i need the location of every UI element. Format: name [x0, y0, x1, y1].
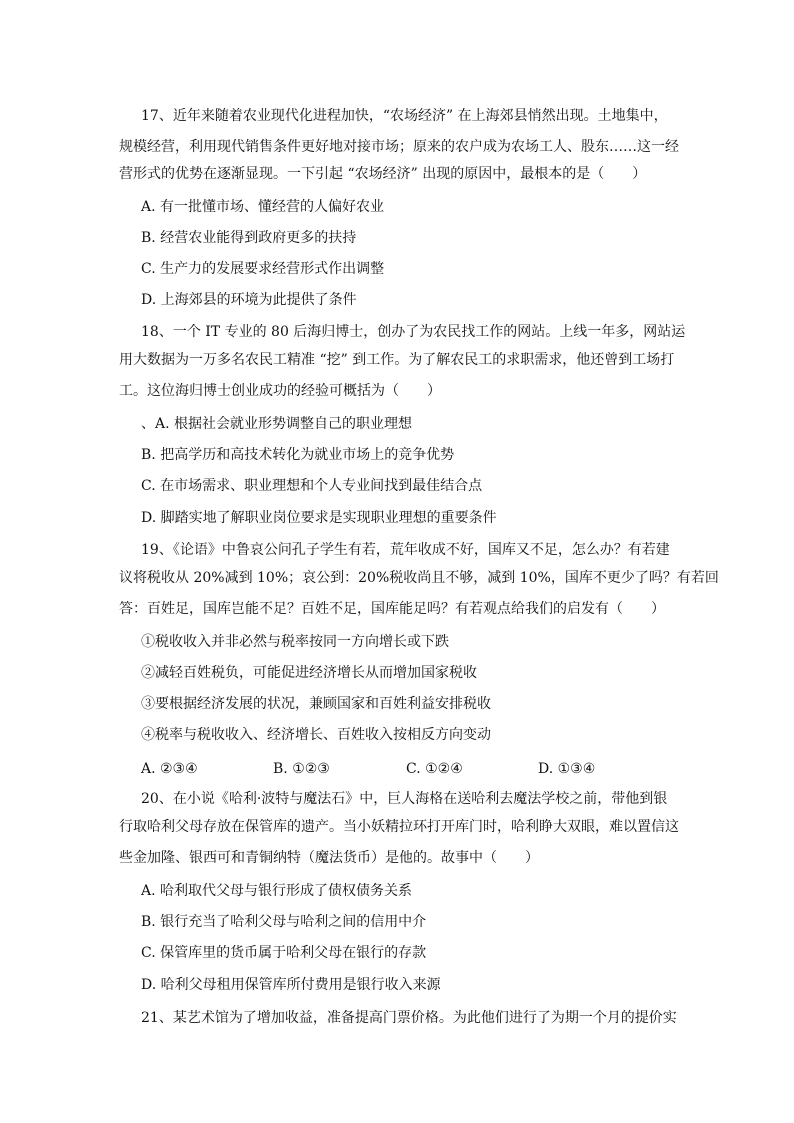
question-18-option-a: 、A. 根据社会就业形势调整自己的职业理想	[141, 416, 413, 432]
question-17-option-c: C. 生产力的发展要求经营形式作出调整	[141, 261, 385, 277]
question-19-stem-line-2: 议将税收从 20%减到 10%；哀公到：20%税收尚且不够，减到 10%，国库不更少了吗？有若回	[119, 570, 719, 586]
question-18-stem-line-3: 工。这位海归博士创业成功的经验可概括为（ ）	[119, 383, 441, 399]
question-20-option-d: D. 哈利父母租用保管库所付费用是银行收入来源	[141, 977, 441, 993]
question-18-option-c: C. 在市场需求、职业理想和个人专业间找到最佳结合点	[141, 478, 483, 494]
question-17-option-a: A. 有一批懂市场、懂经营的人偏好农业	[141, 199, 385, 215]
question-19-choice-b: B. ①②③	[273, 761, 330, 777]
question-17-option-b: B. 经营农业能得到政府更多的扶持	[141, 230, 357, 246]
question-20-stem-line-3: 些金加隆、银西可和青铜纳特（魔法货币）是他的。故事中（ ）	[119, 850, 539, 866]
question-19-stem-line-3: 答：百姓足，国库岂能不足？百姓不足，国库能足吗？有若观点给我们的启发有（ ）	[119, 601, 665, 617]
question-20-stem-line-2: 行取哈利父母存放在保管库的遗产。当小妖精拉环打开库门时，哈利睁大双眼，难以置信这	[119, 819, 679, 835]
question-17-option-d: D. 上海郊县的环境为此提供了条件	[141, 292, 357, 308]
question-19-choices	[141, 759, 661, 779]
question-19-choice-c: C. ①②④	[406, 761, 463, 777]
question-17-stem-line-3: 营形式的优势在逐渐显现。一下引起 “农场经济” 出现的原因中，最根本的是（ ）	[119, 166, 647, 182]
question-19-statement-2: ②减轻百姓税负，可能促进经济增长从而增加国家税收	[141, 665, 477, 681]
question-17-stem-line-1: 17、近年来随着农业现代化进程加快，“农场经济” 在上海郊县悄然出现。土地集中，	[141, 108, 668, 124]
question-21-stem-line-1: 21、某艺术馆为了增加收益，准备提高门票价格。为此他们进行了为期一个月的提价实	[141, 1010, 677, 1026]
question-19-stem-line-1: 19、《论语》中鲁哀公问孔子学生有若，荒年收成不好，国库又不足，怎么办？有若建	[141, 542, 670, 558]
question-20-option-c: C. 保管库里的货币属于哈利父母在银行的存款	[141, 945, 427, 961]
question-20-option-b: B. 银行充当了哈利父母与哈利之间的信用中介	[141, 914, 427, 930]
question-17-stem-line-2: 规模经营，利用现代销售条件更好地对接市场；原来的农户成为农场工人、股东……这一经	[119, 139, 679, 155]
question-19-choice-d: D. ①③④	[538, 761, 596, 777]
question-20-stem-line-1: 20、在小说《哈利·波特与魔法石》中，巨人海格在送哈利去魔法学校之前，带他到银	[141, 791, 668, 807]
question-18-option-b: B. 把高学历和高技术转化为就业市场上的竞争优势	[141, 447, 455, 463]
question-19-choice-a: A. ②③④	[141, 761, 198, 777]
question-18-option-d: D. 脚踏实地了解职业岗位要求是实现职业理想的重要条件	[141, 510, 497, 526]
question-18-stem-line-1: 18、一个 IT 专业的 80 后海归博士，创办了为农民找工作的网站。上线一年多，网站运	[141, 324, 686, 340]
question-20-option-a: A. 哈利取代父母与银行形成了债权债务关系	[141, 883, 413, 899]
question-18-stem-line-2: 用大数据为一万多名农民工精准 “挖” 到工作。为了解农民工的求职需求，他还曾到工场打	[119, 352, 675, 368]
question-19-statement-4: ④税率与税收收入、经济增长、百姓收入按相反方向变动	[141, 727, 491, 743]
question-19-statement-1: ①税收收入并非必然与税率按同一方向增长或下跌	[141, 634, 449, 650]
question-19-statement-3: ③要根据经济发展的状况，兼顾国家和百姓利益安排税收	[141, 696, 491, 712]
